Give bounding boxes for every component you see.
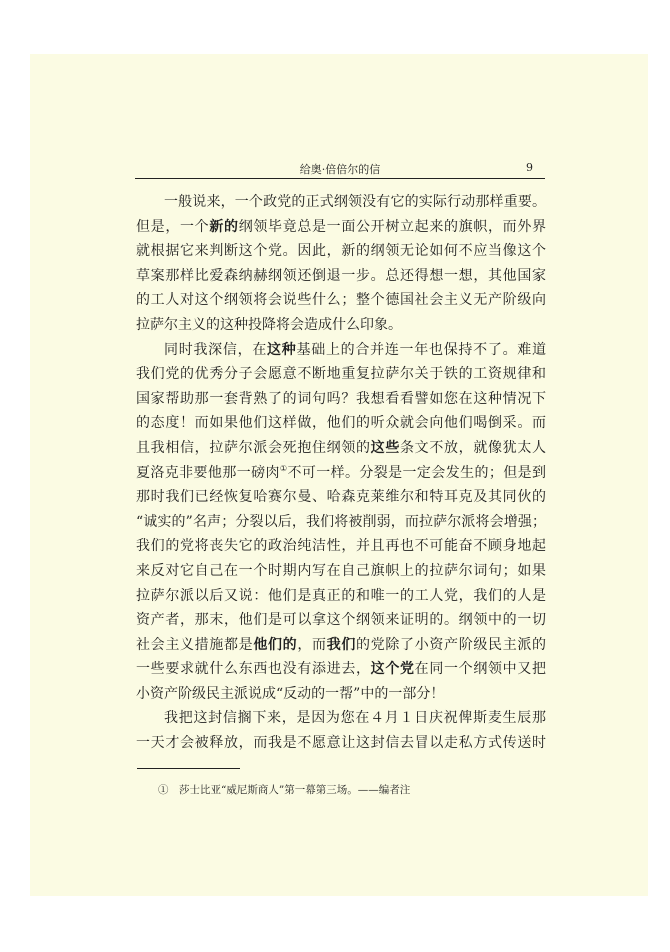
text-line: 一天才会被释放，而我是不愿意让这封信去冒以走私方式传送时 — [136, 735, 546, 752]
paragraph — [136, 338, 546, 707]
footnote-divider — [137, 768, 240, 769]
emphasis: 新的 — [209, 218, 239, 235]
text-line: 的态度！而如果他们这样做，他们的听众就会向他们喝倒采。而 — [136, 415, 546, 432]
text-line: 资产者，那末，他们是可以拿这个纲领来证明的。纲领中的一切 — [136, 612, 546, 629]
paragraph — [136, 190, 546, 338]
text-line: 一般说来，一个政党的正式纲领没有它的实际行动那样重要。 — [164, 194, 546, 210]
text-line: 一些要求就什么东西也没有添进去，这个党在同一个纲领中又把 — [136, 661, 546, 678]
text-line: 同时我深信，在这种基础上的合并连一年也保持不了。难道 — [164, 341, 546, 358]
header-title: 给奥·倍倍尔的信 — [299, 163, 381, 176]
text-line: 我们党的优秀分子会愿意不断地重复拉萨尔关于铁的工资规律和 — [136, 366, 546, 383]
letter-body — [136, 190, 546, 756]
emphasis: 这个党 — [370, 661, 415, 678]
paragraph — [136, 706, 546, 755]
text-line: 且我相信，拉萨尔派会死抱住纲领的这些条文不放，就像犹太人 — [136, 439, 546, 456]
text-line: 拉萨尔主义的这种投降将会造成什么印象。 — [136, 316, 402, 333]
text-line: 我把这封信搁下来，是因为您在４月１日庆祝俾斯麦生辰那 — [164, 710, 546, 727]
text-line: 我们的党将丧失它的政治纯洁性，并且再也不可能奋不顾身地起 — [136, 538, 546, 555]
text-line: 小资产阶级民主派说成“反动的一帮”中的一部分！ — [136, 685, 445, 702]
text-line: 就根据它来判断这个党。因此，新的纲领无论如何不应当像这个 — [136, 243, 546, 260]
text-line: 来反对它自己在一个时期内写在自己旗帜上的拉萨尔词句；如果 — [136, 562, 546, 579]
emphasis: 他们的 — [253, 636, 298, 653]
text-line: 草案那样比爱森纳赫纲领还倒退一步。总还得想一想，其他国家 — [136, 267, 546, 284]
footnote: ① 莎士比亚“威尼斯商人”第一幕第三场。——编者注 — [158, 784, 411, 796]
page-number: 9 — [526, 161, 533, 174]
footnote-marker[interactable]: ① — [279, 463, 288, 473]
running-header — [135, 160, 545, 179]
text-line: 那时我们已经恢复哈赛尔曼、哈森克莱维尔和特耳克及其同伙的 — [136, 489, 546, 506]
text-line: 社会主义措施都是他们的，而我们的党除了小资产阶级民主派的 — [136, 636, 546, 653]
emphasis: 我们 — [326, 636, 357, 653]
text-line: 国家帮助那一套背熟了的词句吗？我想看看譬如您在这种情况下 — [136, 390, 546, 407]
text-line: 但是，一个新的纲领毕竟总是一面公开树立起来的旗帜，而外界 — [136, 218, 546, 235]
text-line: 拉萨尔派以后又说：他们是真正的和唯一的工人党，我们的人是 — [136, 587, 546, 604]
emphasis: 这种 — [267, 341, 297, 358]
text-line: 夏洛克非要他那一磅肉①不可一样。分裂是一定会发生的；但是到 — [136, 463, 546, 481]
emphasis: 这些 — [370, 439, 401, 456]
text-line: 的工人对这个纲领将会说些什么；整个德国社会主义无产阶级向 — [136, 292, 546, 309]
text-line: “诚实的”名声；分裂以后，我们将被削弱，而拉萨尔派将会增强； — [136, 513, 546, 530]
